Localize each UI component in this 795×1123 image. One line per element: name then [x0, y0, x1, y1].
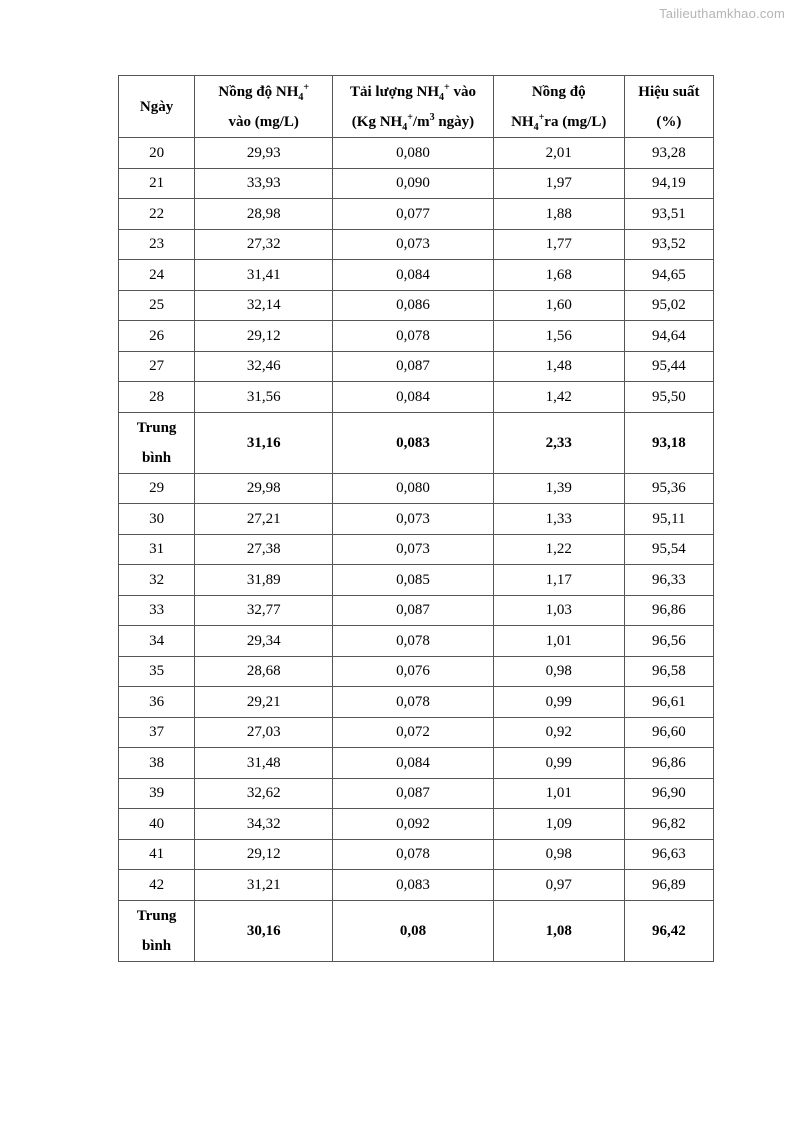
table-cell: 27,38 [195, 534, 333, 565]
table-cell: 1,17 [493, 565, 624, 596]
table-cell: 0,98 [493, 839, 624, 870]
table-cell: 93,18 [624, 412, 713, 473]
table-cell: 35 [119, 656, 195, 687]
table-cell: 27 [119, 351, 195, 382]
table-cell: 95,02 [624, 290, 713, 321]
table-cell: 0,087 [333, 351, 493, 382]
table-row [119, 473, 714, 504]
table-cell: 27,03 [195, 717, 333, 748]
table-cell: 0,080 [333, 473, 493, 504]
table-cell: 1,33 [493, 504, 624, 535]
table-cell: 21 [119, 168, 195, 199]
table-cell: 29,12 [195, 839, 333, 870]
table-cell: 1,60 [493, 290, 624, 321]
table-cell: 32,46 [195, 351, 333, 382]
table-cell: 0,090 [333, 168, 493, 199]
table-row [119, 321, 714, 352]
table-cell: 29,34 [195, 626, 333, 657]
table-cell: 0,98 [493, 656, 624, 687]
table-cell: 2,33 [493, 412, 624, 473]
table-cell: 29,98 [195, 473, 333, 504]
table-cell: 38 [119, 748, 195, 779]
table-cell: 22 [119, 199, 195, 230]
table-cell: 1,88 [493, 199, 624, 230]
table-row [119, 626, 714, 657]
table-cell: 33,93 [195, 168, 333, 199]
table-cell: 96,89 [624, 870, 713, 901]
table-cell: 1,42 [493, 382, 624, 413]
table-cell: Trung bình [119, 412, 195, 473]
table-row [119, 839, 714, 870]
table-cell: 93,52 [624, 229, 713, 260]
table-cell: 29,93 [195, 138, 333, 169]
table-body [119, 138, 714, 962]
table-cell: 1,39 [493, 473, 624, 504]
table-cell: 96,42 [624, 900, 713, 961]
table-cell: 0,99 [493, 687, 624, 718]
table-cell: 95,44 [624, 351, 713, 382]
table-cell: 0,078 [333, 839, 493, 870]
table-cell: 30 [119, 504, 195, 535]
table-cell: 96,61 [624, 687, 713, 718]
table-cell: 29,21 [195, 687, 333, 718]
table-cell: 0,083 [333, 412, 493, 473]
table-cell: 0,084 [333, 260, 493, 291]
table-cell: 0,076 [333, 656, 493, 687]
table-row [119, 382, 714, 413]
table-cell: 1,01 [493, 778, 624, 809]
header-nh4-load: Tải lượng $NH_4^+$ vào (Kg $NH_4^+/m^3$ ngày) [333, 76, 493, 138]
table-row [119, 504, 714, 535]
table-cell: 0,078 [333, 687, 493, 718]
table-cell: 1,56 [493, 321, 624, 352]
table-row [119, 199, 714, 230]
table-cell: 1,68 [493, 260, 624, 291]
table-cell: 1,48 [493, 351, 624, 382]
table-cell: 96,86 [624, 595, 713, 626]
table-cell: 0,072 [333, 717, 493, 748]
table-cell: 0,073 [333, 504, 493, 535]
table-row-average [119, 900, 714, 961]
table-row [119, 809, 714, 840]
table-cell: 96,33 [624, 565, 713, 596]
table-cell: 27,21 [195, 504, 333, 535]
table-row [119, 290, 714, 321]
table-cell: Trung bình [119, 900, 195, 961]
table-cell: 24 [119, 260, 195, 291]
table-cell: 0,084 [333, 382, 493, 413]
table-cell: 95,54 [624, 534, 713, 565]
table-cell: 2,01 [493, 138, 624, 169]
table-cell: 0,078 [333, 321, 493, 352]
table-cell: 26 [119, 321, 195, 352]
table-cell: 42 [119, 870, 195, 901]
table-cell: 31,56 [195, 382, 333, 413]
table-cell: 31,89 [195, 565, 333, 596]
table-cell: 0,078 [333, 626, 493, 657]
table-cell: 23 [119, 229, 195, 260]
header-nh4-out: Nồng độ $NH_4^+ra$ (mg/L) [493, 76, 624, 138]
table-cell: 96,86 [624, 748, 713, 779]
table-row [119, 717, 714, 748]
table-row [119, 351, 714, 382]
table-cell: 0,073 [333, 229, 493, 260]
table-row [119, 260, 714, 291]
table-row [119, 168, 714, 199]
table-cell: 94,64 [624, 321, 713, 352]
table-cell: 27,32 [195, 229, 333, 260]
table-row [119, 229, 714, 260]
watermark-text: Tailieuthamkhao.com [659, 6, 785, 21]
table-cell: 28 [119, 382, 195, 413]
table-cell: 94,19 [624, 168, 713, 199]
table-cell: 93,51 [624, 199, 713, 230]
table-cell: 36 [119, 687, 195, 718]
table-cell: 0,99 [493, 748, 624, 779]
table-cell: 93,28 [624, 138, 713, 169]
table-cell: 95,50 [624, 382, 713, 413]
table-cell: 33 [119, 595, 195, 626]
nh4-removal-table [118, 75, 714, 962]
table-cell: 39 [119, 778, 195, 809]
table-row-average [119, 412, 714, 473]
table-cell: 30,16 [195, 900, 333, 961]
table-cell: 94,65 [624, 260, 713, 291]
header-nh4-in: Nồng độ $NH_4^+$ vào (mg/L) [195, 76, 333, 138]
table-cell: 95,36 [624, 473, 713, 504]
table-cell: 1,97 [493, 168, 624, 199]
table-cell: 1,77 [493, 229, 624, 260]
table-cell: 96,82 [624, 809, 713, 840]
table-header-row [119, 76, 714, 138]
table-cell: 1,03 [493, 595, 624, 626]
table-row [119, 138, 714, 169]
table-row [119, 778, 714, 809]
table-cell: 1,09 [493, 809, 624, 840]
table-cell: 32 [119, 565, 195, 596]
table-cell: 31,21 [195, 870, 333, 901]
table-cell: 0,08 [333, 900, 493, 961]
table-cell: 1,08 [493, 900, 624, 961]
table-cell: 31,41 [195, 260, 333, 291]
table-cell: 34 [119, 626, 195, 657]
table-cell: 41 [119, 839, 195, 870]
table-cell: 37 [119, 717, 195, 748]
table-cell: 0,085 [333, 565, 493, 596]
table-cell: 29,12 [195, 321, 333, 352]
table-cell: 31,16 [195, 412, 333, 473]
table-cell: 96,90 [624, 778, 713, 809]
table-cell: 0,080 [333, 138, 493, 169]
table-cell: 0,077 [333, 199, 493, 230]
table-row [119, 687, 714, 718]
table-cell: 25 [119, 290, 195, 321]
table-cell: 29 [119, 473, 195, 504]
table-cell: 40 [119, 809, 195, 840]
table-cell: 96,56 [624, 626, 713, 657]
header-day: Ngày [119, 76, 195, 138]
table-row [119, 565, 714, 596]
table-cell: 1,01 [493, 626, 624, 657]
table-cell: 32,62 [195, 778, 333, 809]
table-cell: 0,073 [333, 534, 493, 565]
table-row [119, 748, 714, 779]
table-cell: 0,084 [333, 748, 493, 779]
table-row [119, 534, 714, 565]
table-cell: 96,63 [624, 839, 713, 870]
table-row [119, 870, 714, 901]
table-cell: 28,68 [195, 656, 333, 687]
table-cell: 0,083 [333, 870, 493, 901]
table-cell: 34,32 [195, 809, 333, 840]
table-cell: 96,60 [624, 717, 713, 748]
table-cell: 0,086 [333, 290, 493, 321]
table-row [119, 656, 714, 687]
table-cell: 1,22 [493, 534, 624, 565]
table-row [119, 595, 714, 626]
table-cell: 0,087 [333, 595, 493, 626]
table-cell: 28,98 [195, 199, 333, 230]
table-cell: 0,087 [333, 778, 493, 809]
table-cell: 0,092 [333, 809, 493, 840]
table-cell: 32,77 [195, 595, 333, 626]
table-cell: 32,14 [195, 290, 333, 321]
table-cell: 31,48 [195, 748, 333, 779]
table-cell: 96,58 [624, 656, 713, 687]
table-cell: 20 [119, 138, 195, 169]
table-cell: 95,11 [624, 504, 713, 535]
header-efficiency: Hiệu suất (%) [624, 76, 713, 138]
table-cell: 0,92 [493, 717, 624, 748]
table-cell: 31 [119, 534, 195, 565]
table-cell: 0,97 [493, 870, 624, 901]
